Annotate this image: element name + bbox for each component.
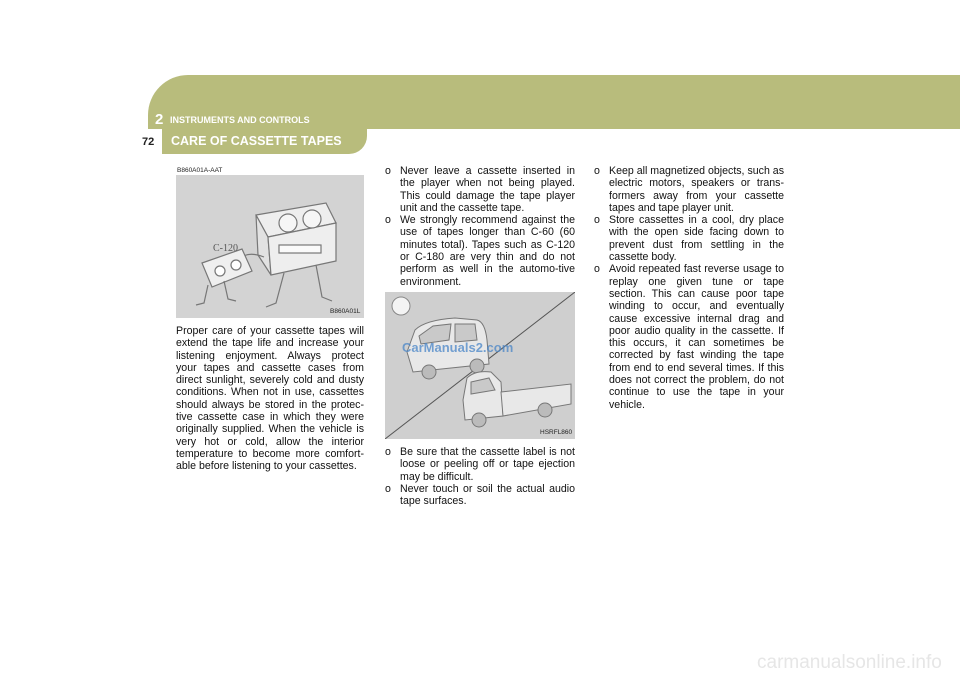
- figure-code-top: B860A01A-AAT: [177, 167, 223, 174]
- intro-paragraph: Proper care of your cassette tapes will extend the tape life and increase your listening enjoyment. Always protect your tapes and cassette cases from direct sunlight, severely cold and dusty conditions. When not in use, cassettes should always be stored in the protec-tive cassette case in which they were originally supplied. When the vehicle is very hot or cold, allow the interior temperature to become more comfort-able before listening to your cassettes.: [176, 325, 364, 473]
- bullet-item: o Avoid repeated fast reverse usage to replay one given tune or tape section. This can cause poor tape winding to occur, and eventually cause excessive internal drag and poor audio quality in the cassette. If this occurs, it can sometimes be corrected by fast winding the tape from end to end several times. If this does not correct the problem, do not continue to use the tape in your vehicle.: [594, 263, 784, 411]
- bullet-item: o Be sure that the cassette label is not loose or peeling off or tape ejection may be difficult.: [385, 446, 575, 483]
- overlay-watermark: CarManuals2.com: [402, 340, 514, 355]
- footer-watermark: carmanualsonline.info: [757, 652, 942, 673]
- section-title: CARE OF CASSETTE TAPES: [171, 134, 342, 148]
- bullet-item: o Never touch or soil the actual audio tape surfaces.: [385, 482, 575, 508]
- figure-code-vehicles: HSRFL860: [540, 429, 573, 436]
- cassette-label: C-120: [213, 243, 238, 254]
- middle-bullets-bottom: [385, 446, 575, 507]
- vehicles-illustration: [385, 292, 575, 439]
- bullet-item: o Keep all magnetized objects, such as electric motors, speakers or trans-formers away from your cassette tapes and tape player unit.: [594, 165, 784, 214]
- cassette-drawing: [176, 175, 364, 318]
- cassette-illustration: [176, 175, 364, 318]
- vehicles-drawing: [385, 292, 575, 439]
- right-bullets: [594, 165, 784, 411]
- chapter-title: INSTRUMENTS AND CONTROLS: [170, 115, 310, 125]
- middle-bullets-top: [385, 165, 575, 288]
- figure-code: B860A01L: [330, 308, 361, 315]
- bullet-item: o Store cassettes in a cool, dry place with the open side facing down to prevent dust from settling in the cassette body.: [594, 214, 784, 264]
- chapter-number: 2: [155, 111, 164, 128]
- page-number: 72: [142, 136, 155, 148]
- bullet-item: o Never leave a cassette inserted in the player when not being played. This could damage the tape player unit and the cassette tape.: [385, 165, 575, 214]
- bullet-item: o We strongly recommend against the use of tapes longer than C-60 (60 minutes total). Tapes such as C-120 or C-180 are very thin and do not perform as well in the automo-tive environment.: [385, 214, 575, 288]
